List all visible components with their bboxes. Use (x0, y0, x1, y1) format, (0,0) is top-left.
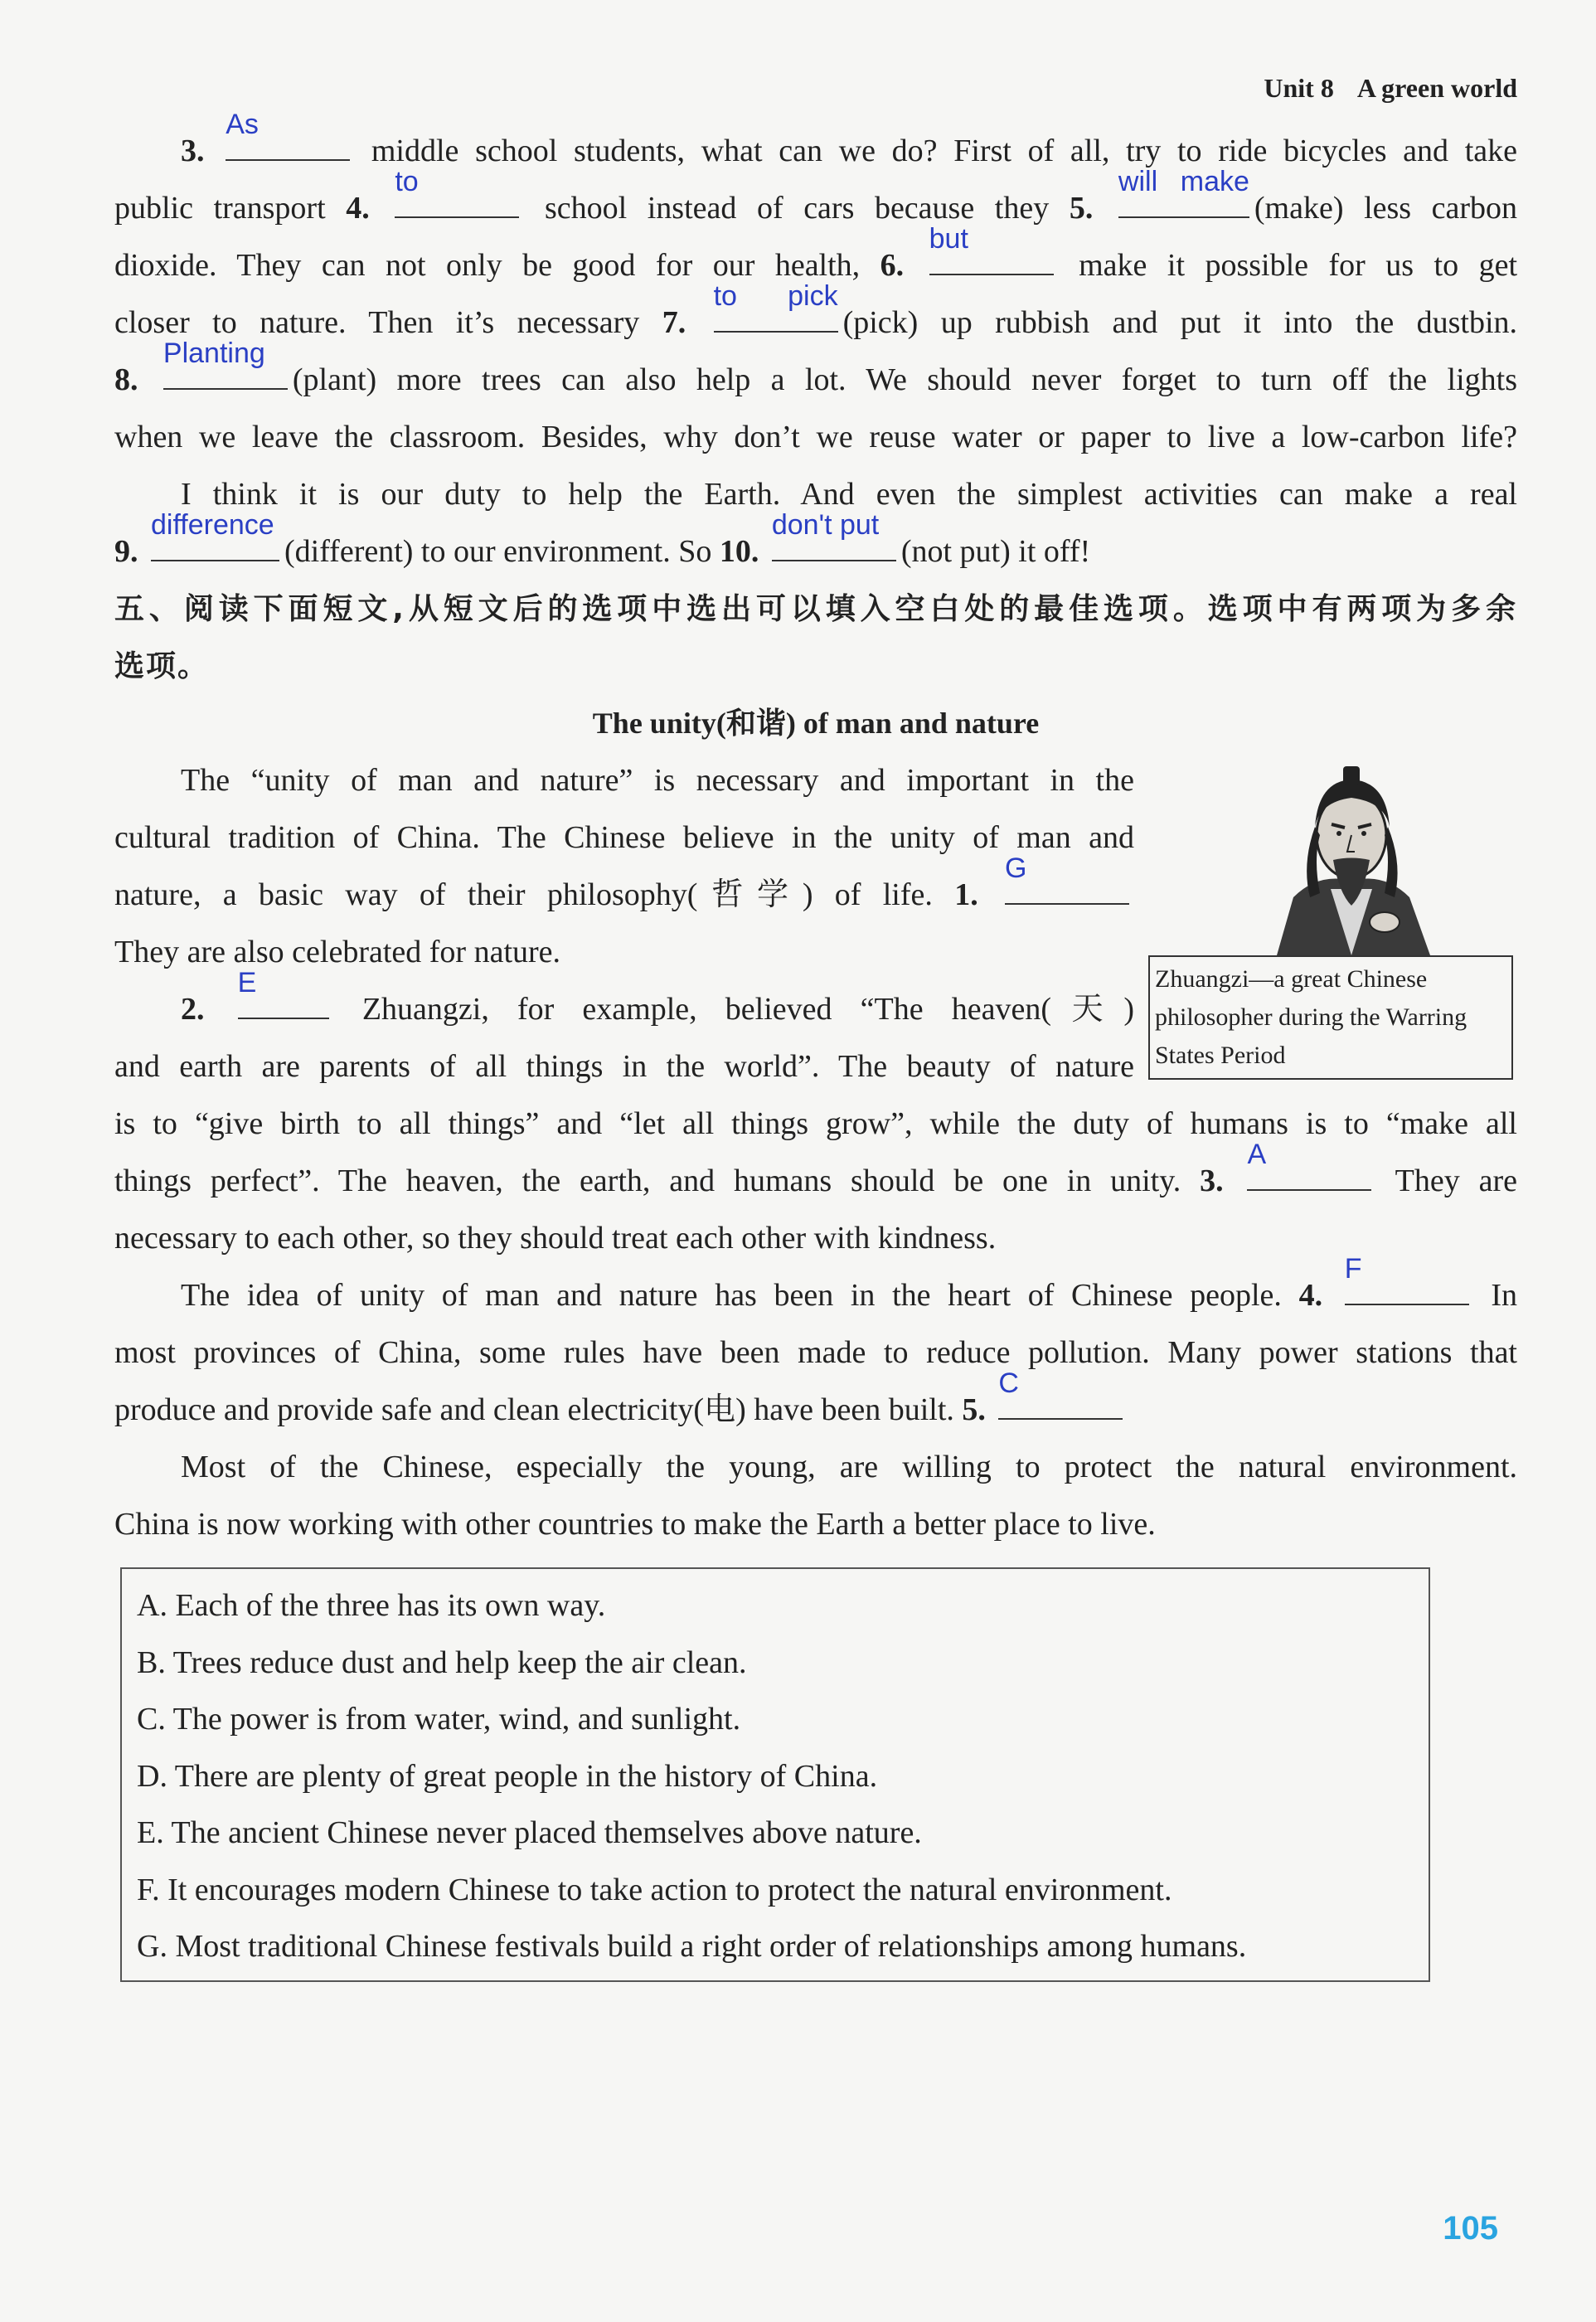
answer-text: C (998, 1367, 1019, 1399)
answer-blank-8 (163, 338, 288, 390)
answer-blank-9 (151, 509, 279, 561)
answer-text: A (1247, 1139, 1267, 1170)
answer-text: to pick (713, 280, 838, 312)
answer-blank-5 (1118, 166, 1249, 218)
passage-line: when we leave the classroom. Besides, why don’t we reuse water or paper to live a low-carbon life? (114, 420, 1517, 454)
option-f: F. It encourages modern Chinese to take action to protect the natural environment. (137, 1872, 1172, 1907)
option-e: E. The ancient Chinese never placed themselves above nature. (137, 1815, 922, 1850)
options-box (120, 1567, 1430, 1982)
answer-text: but (929, 223, 968, 255)
passage-line: 8. Planting (plant) more trees can also help a lot. We should never forget to turn off the lights (114, 352, 1517, 409)
option-c: C. The power is from water, wind, and sunlight. (137, 1702, 741, 1737)
answer-blank-3 (226, 109, 350, 161)
option-g: G. Most traditional Chinese festivals build a right order of relationships among humans. (137, 1929, 1247, 1964)
gap-fill-passage: 3. As middle school students, what can we do? First of all, try to ride bicycles and take public transport 4. to school instead of cars because they 5. will make (make) less carbon dioxide. They can not only be good for our health, 6. but make it possible for us to get closer to nature. Then it’s necessary 7. to pick (pick) up rubbish and put it into the dustbin. 8. Planting (plant) more trees can also help a lot. We should never forget to turn off the lights when we leave the classroom. Besides, why don’t we reuse water or paper to live a low-carbon life? I think it is our duty to help the Earth. And even the simplest activities can make a real 9. difference (different) to our environment. So 10. don't put (not put) it off! 五、阅读下面短文,从短文后的选项中选出可以填入空白处的最佳选项。选项中有两项为多余 选项。 The unity(和谐) of man and nature The “unity of man and nature” is necessary and important in the cultural tradition of China. The Chinese believe in the unity of man and nature, a basic way of their philosophy(哲学) of life. 1. G They are also celebrated for nature. 2. E Zhuangzi, for example, believed “The heaven(天) and earth are parents of all things in the world”. The beauty of nature is to “give birth to all things” and “let all things grow”, while the duty of humans is to “make all things perfect”. The heaven, the earth, and humans should be one in unity. 3. A They are necessary to each other, so they should treat each other with kindness. The idea of unity of man and nature has been in the heart of Chinese people. 4. F In most provinces of China, some rules have been made to reduce pollution. Many power stations that produce and provide safe and clean electricity(电) have been built. 5. C Most of the Chinese, especially the young, are willing to protect the natural environment. China is now working with other countries to make the Earth a better place to live. (114, 123, 1517, 1553)
section-heading: 五、阅读下面短文,从短文后的选项中选出可以填入空白处的最佳选项。选项中有两项为多余 (114, 592, 1517, 626)
answer-blank-q3 (1247, 1139, 1371, 1191)
running-head (1264, 73, 1517, 104)
answer-blank-q4 (1344, 1253, 1469, 1305)
answer-text: F (1344, 1253, 1362, 1285)
answer-blank-q2 (237, 967, 329, 1019)
figure-caption: Zhuangzi—a great Chinese philosopher during the Warring States Period (1148, 955, 1513, 1080)
zhuangzi-portrait-image (1260, 756, 1443, 955)
passage-line: I think it is our duty to help the Earth. And even the simplest activities can make a real (181, 477, 1517, 512)
passage-line: closer to nature. Then it’s necessary 7. to pick (pick) up rubbish and put it into the dustbin. (114, 294, 1517, 352)
answer-text: G (1005, 853, 1027, 884)
answer-text: E (237, 967, 257, 998)
answer-text: As (226, 109, 259, 140)
answer-blank-q5 (998, 1367, 1123, 1420)
answer-blank-7 (713, 280, 838, 333)
section-heading-cont: 选项。 (114, 649, 210, 683)
passage-line: public transport 4. to school instead of cars because they 5. will make (make) less carbon (114, 180, 1517, 237)
answer-blank-q1 (1005, 853, 1129, 905)
answer-blank-6 (929, 223, 1054, 275)
passage-line: dioxide. They can not only be good for our health, 6. but make it possible for us to get (114, 237, 1517, 294)
unit-title: A green world (1356, 73, 1517, 103)
option-b: B. Trees reduce dust and help keep the air clean. (137, 1644, 747, 1680)
option-a: A. Each of the three has its own way. (137, 1588, 606, 1623)
answer-blank-10 (771, 509, 896, 561)
answer-text: will make (1118, 166, 1249, 197)
answer-blank-4 (395, 166, 519, 218)
answer-text: don't put (771, 509, 880, 541)
zhuangzi-figure (1148, 756, 1517, 1080)
page-number: 105 (1443, 2210, 1498, 2247)
passage-line: 9. difference (different) to our environment. So 10. don't put (not put) it off! (114, 523, 1517, 580)
answer-text: Planting (163, 338, 265, 369)
unit-label: Unit 8 (1264, 73, 1334, 103)
answer-text: difference (151, 509, 274, 541)
option-d: D. There are plenty of great people in the history of China. (137, 1758, 878, 1794)
paragraph-1: The “unity of man and nature” is necessary and important in the cultural tradition of China. The Chinese believe in the unity of man and nature, a basic way of their philosophy(哲学) of life. 1. G They are also celebrated for nature. 2. E Zhuangzi, for example, believed “The heaven(天) and earth are parents of all things in the world”. The beauty of nature (114, 763, 1134, 1084)
answer-text: to (395, 166, 419, 197)
passage-title: The unity(和谐) of man and nature (592, 707, 1040, 740)
passage-line: 3. As middle school students, what can we do? First of all, try to ride bicycles and take (114, 123, 1517, 180)
